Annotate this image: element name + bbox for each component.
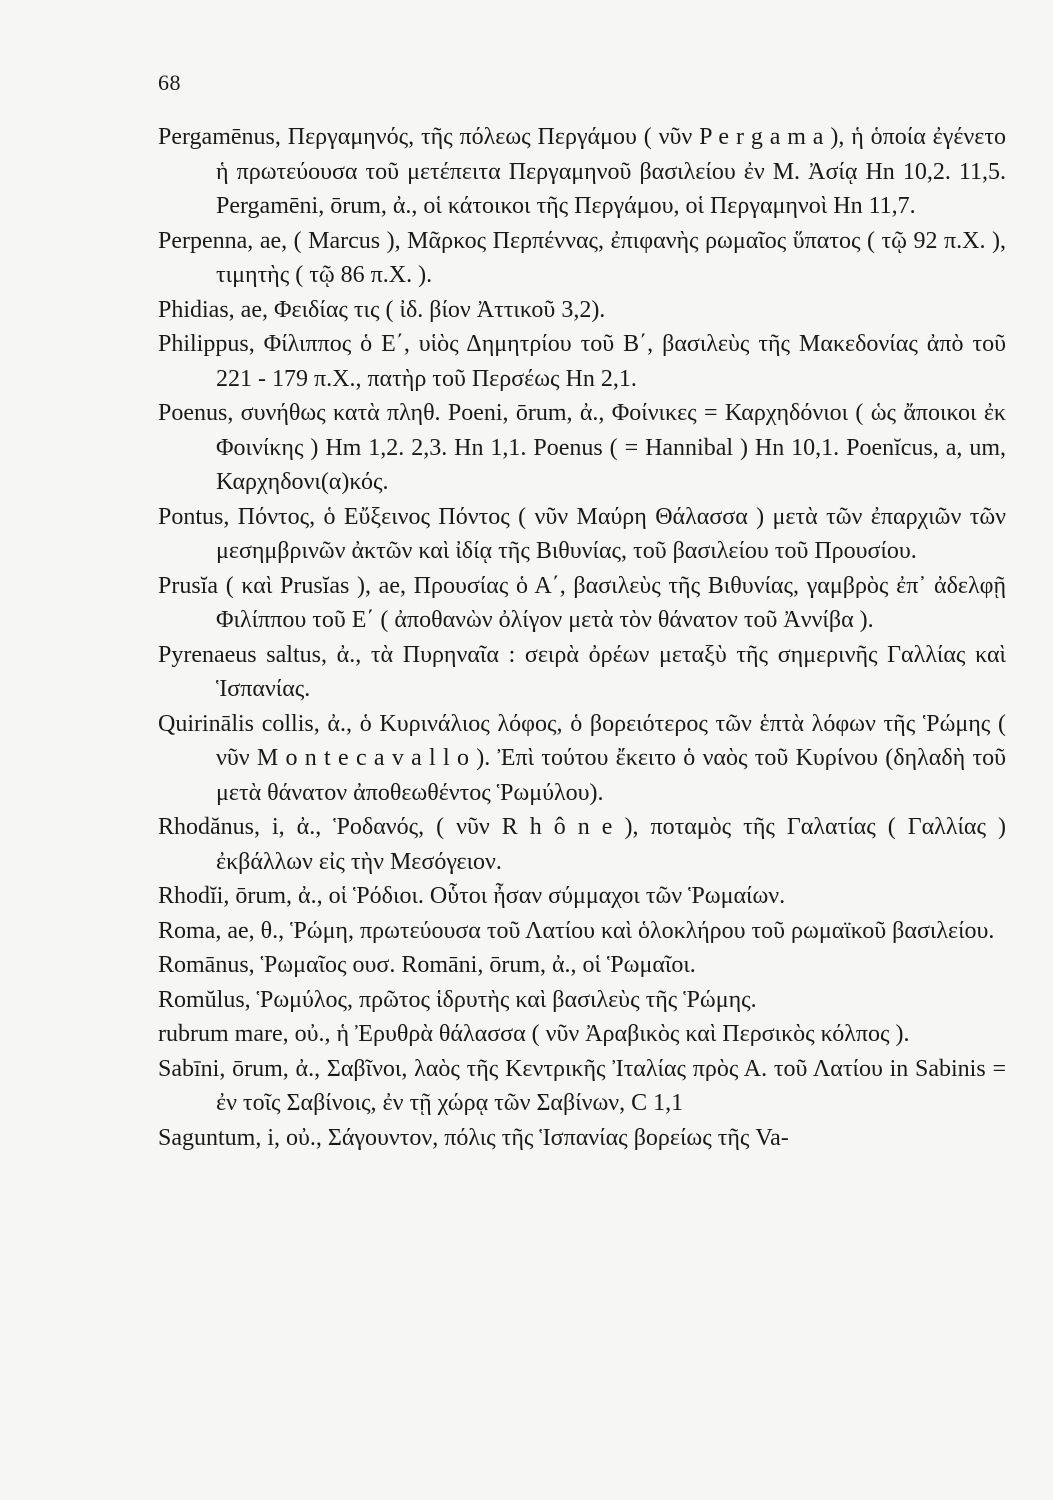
- entry-pyrenaeus: Pyrenaeus saltus, ἀ., τὰ Πυρηναῖα : σειρὰ ὀρέων μεταξὺ τῆς σημερινῆς Γαλλίας καὶ Ἱσπανίας.: [158, 641, 1006, 702]
- entry-roma: Roma, ae, θ., Ῥώμη, πρωτεύουσα τοῦ Λατίου καὶ ὁλοκλήρου τοῦ ρωμαϊκοῦ βασιλείου.: [158, 917, 995, 944]
- entry-prusia: Prusĭa ( καὶ Prusĭas ), ae, Προυσίας ὁ Α΄, βασιλεὺς τῆς Βιθυνίας, γαμβρὸς ἐπ᾽ ἀδελφῇ Φιλίππου τοῦ Ε΄ ( ἀποθανὼν ὀλίγον μετὰ τὸν θάνατον τοῦ Ἀννίβα ).: [158, 572, 1006, 633]
- entry-rhodanus: Rhodănus, i, ἀ., Ῥοδανός, ( νῦν R h ô n e ), ποταμὸς τῆς Γαλατίας ( Γαλλίας ) ἐκβάλλων εἰς τὴν Μεσόγειον.: [158, 814, 1006, 875]
- entry-poenus: Poenus, συνήθως κατὰ πληθ. Poeni, ōrum, ἀ., Φοίνικες = Καρχηδόνιοι ( ὡς ἄποικοι ἐκ Φοινίκης ) Hm 1,2. 2,3. Hn 1,1. Poenus ( = Hannibal ) Hn 10,1. Poenĭcus, a, um, Καρχηδονι(α)κός.: [158, 400, 1006, 495]
- entry-pontus: Pontus, Πόντος, ὁ Εὔξεινος Πόντος ( νῦν Μαύρη Θάλασσα ) μετὰ τῶν ἐπαρχιῶν τῶν μεσημβρινῶν ἀκτῶν καὶ ἰδίᾳ τῆς Βιθυνίας, τοῦ βασιλείου τοῦ Προυσίου.: [158, 503, 1006, 564]
- entry-phidias: Phidias, ae, Φειδίας τις ( ἰδ. βίον Ἀττικοῦ 3,2).: [158, 296, 606, 323]
- entry-pergamenus: Pergamēnus, Περγαμηνός, τῆς πόλεως Περγάμου ( νῦν P e r g a m a ), ἡ ὁποία ἐγένετο ἡ πρωτεύουσα τοῦ μετέπειτα Περγαμηνοῦ βασιλείου ἐν Μ. Ἀσίᾳ Hn 10,2. 11,5. Pergamēni, ōrum, ἀ., οἱ κάτοικοι τῆς Περγάμου, οἱ Περγαμηνοὶ Hn 11,7.: [158, 124, 1006, 219]
- entry-quirinalis: Quirinālis collis, ἀ., ὁ Κυρινάλιος λόφος, ὁ βορειότερος τῶν ἑπτὰ λόφων τῆς Ῥώμης ( νῦν M o n t e c a v a l l o ). Ἐπὶ τούτου ἔκειτο ὁ ναὸς τοῦ Κυρίνου (δηλαδὴ τοῦ μετὰ θάνατον ἀποθεωθέντος Ῥωμύλου).: [158, 710, 1006, 806]
- entry-saguntum: Saguntum, i, οὐ., Σάγουντον, πόλις τῆς Ἱσπανίας βορείως τῆς Va-: [158, 1124, 789, 1151]
- entry-romanus: Romānus, Ῥωμαῖος ουσ. Romāni, ōrum, ἀ., οἱ Ῥωμαῖοι.: [158, 952, 696, 978]
- entry-romulus: Romŭlus, Ῥωμύλος, πρῶτος ἱδρυτὴς καὶ βασιλεὺς τῆς Ῥώμης.: [158, 986, 757, 1013]
- entry-rhodii: Rhodĭi, ōrum, ἀ., οἱ Ῥόδιοι. Οὗτοι ἦσαν σύμμαχοι τῶν Ῥωμαίων.: [158, 883, 786, 909]
- entry-sabini: Sabīni, ōrum, ἀ., Σαβῖνοι, λαὸς τῆς Κεντρικῆς Ἰταλίας πρὸς Α. τοῦ Λατίου in Sabinis = ἐν τοῖς Σαβίνοις, ἐν τῇ χώρᾳ τῶν Σαβίνων, C 1,1: [158, 1055, 1006, 1116]
- page-number: 68: [158, 70, 181, 95]
- entry-rubrum-mare: rubrum mare, οὐ., ἡ Ἐρυθρὰ θάλασσα ( νῦν Ἀραβικὸς καὶ Περσικὸς κόλπος ).: [158, 1021, 910, 1047]
- entry-perpenna: Perpenna, ae, ( Marcus ), Μᾶρκος Περπέννας, ἐπιφανὴς ρωμαῖος ὕπατος ( τῷ 92 π.Χ. ), τιμητὴς ( τῷ 86 π.Χ. ).: [158, 227, 1006, 288]
- entry-philippus: Philippus, Φίλιππος ὁ Ε΄, υἱὸς Δημητρίου τοῦ Β΄, βασιλεὺς τῆς Μακεδονίας ἀπὸ τοῦ 221 - 179 π.Χ., πατὴρ τοῦ Περσέως Hn 2,1.: [158, 331, 1006, 392]
- glossary-entries: [158, 120, 1006, 1155]
